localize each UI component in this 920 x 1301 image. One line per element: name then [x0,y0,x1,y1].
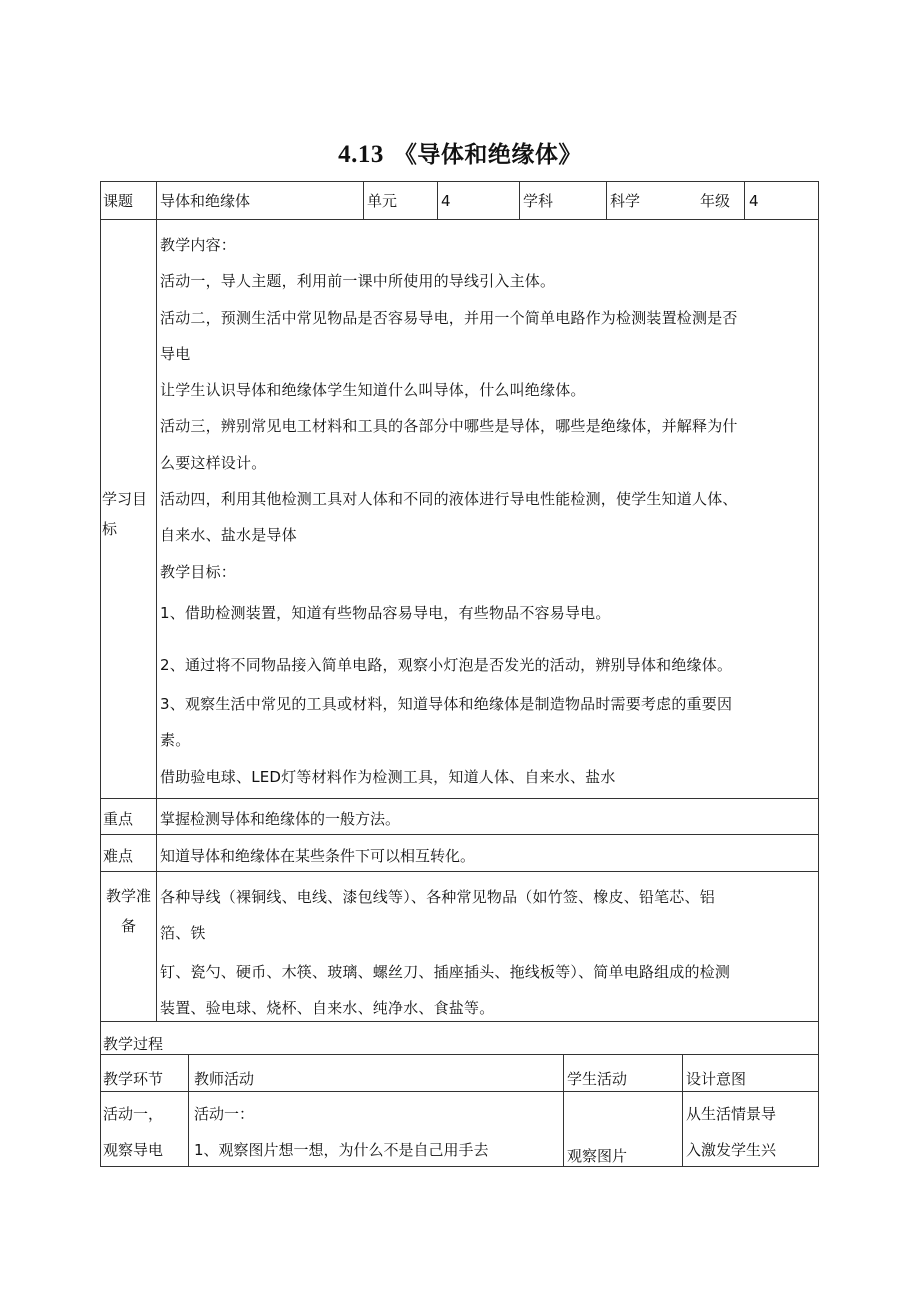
keypoint-value: 掌握检测导体和绝缘体的一般方法。 [160,810,401,828]
rule-after-objectives [100,798,819,799]
keypoint-label: 重点 [103,810,134,828]
row1-teacher-line2: 1、观察图片想一想，为什么不是自己用手去 [194,1141,489,1159]
row1-intent-line2: 入激发学生兴 [686,1141,777,1159]
preparation-line: 装置、验电球、烧杯、自来水、纯净水、食盐等。 [160,999,495,1017]
rule-top [100,181,819,182]
preparation-line: 各种导线（裸铜线、电线、漆包线等）、各种常见物品（如竹签、橡皮、铅笔芯、铝 [160,888,715,906]
rule-after-process-heading [100,1054,819,1055]
rule-after-columns [100,1091,819,1092]
row1-student: 观察图片 [567,1147,628,1165]
objectives-line: 么要这样设计。 [160,454,267,472]
rule-after-keypoint [100,834,819,835]
col-intent: 设计意图 [686,1070,747,1088]
objectives-label-line1: 学习目 [102,490,148,508]
preparation-label-line2: 备 [120,917,136,935]
rule-after-header [100,219,819,220]
objectives-line: 借助验电球、LED灯等材料作为检测工具，知道人体、自来水、盐水 [160,768,616,786]
objectives-label-line2: 标 [102,520,118,538]
grade-value: 4 [749,192,759,210]
row1-intent-line1: 从生活情景导 [686,1105,777,1123]
rule-label-col [156,181,157,1022]
subject-value: 科学 [610,192,641,210]
topic-label: 课题 [103,192,134,210]
rule-h1 [363,181,364,220]
objectives-line: 2、通过将不同物品接入简单电路，观察小灯泡是否发光的活动，辨别导体和绝缘体。 [160,656,733,674]
title-number: 4.13 [338,141,384,168]
document-title [0,136,920,169]
rule-h3 [519,181,520,220]
subject-label: 学科 [523,192,554,210]
unit-label: 单元 [367,192,398,210]
rule-bottom [100,1166,819,1167]
preparation-line: 箔、铁 [160,924,206,942]
objectives-line: 自来水、盐水是导体 [160,526,297,544]
objectives-line: 活动四，利用其他检测工具对人体和不同的液体进行导电性能检测，使学生知道人体、 [160,490,738,508]
rule-p3 [682,1054,683,1167]
rule-after-difficulty [100,871,819,872]
objectives-line: 教学内容： [160,236,237,254]
row1-stage-line2: 观察导电 [103,1141,164,1159]
rule-h4 [606,181,607,220]
col-student: 学生活动 [567,1070,628,1088]
unit-value: 4 [441,192,451,210]
objectives-line: 导电 [160,345,191,363]
col-teacher: 教师活动 [194,1070,255,1088]
preparation-label-line1: 教学准 [105,887,151,905]
objectives-label [102,484,147,544]
rule-p2 [563,1054,564,1167]
objectives-line: 教学目标： [160,563,237,581]
objectives-line: 活动二，预测生活中常见物品是否容易导电，并用一个简单电路作为检测装置检测是否 [160,309,738,327]
row1-teacher-line1: 活动一： [194,1105,255,1123]
grade-label: 年级 [700,192,731,210]
objectives-line: 3、观察生活中常见的工具或材料，知道导体和绝缘体是制造物品时需要考虑的重要因 [160,695,733,713]
title-text: 《导体和绝缘体》 [393,142,582,168]
rule-p1 [188,1054,189,1167]
process-heading: 教学过程 [103,1035,164,1053]
lesson-plan-table [100,181,819,1167]
difficulty-value: 知道导体和绝缘体在某些条件下可以相互转化。 [160,847,476,865]
col-stage: 教学环节 [103,1070,164,1088]
objectives-line: 活动三，辨别常见电工材料和工具的各部分中哪些是导体，哪些是绝缘体，并解释为什 [160,417,738,435]
difficulty-label: 难点 [103,847,134,865]
topic-value: 导体和绝缘体 [160,192,251,210]
rule-h5 [744,181,745,220]
objectives-line: 1、借助检测装置，知道有些物品容易导电，有些物品不容易导电。 [160,604,611,622]
row1-stage-line1: 活动一， [103,1105,164,1123]
objectives-line: 让学生认识导体和绝缘体学生知道什么叫导体，什么叫绝缘体。 [160,381,586,399]
rule-left [100,181,101,1167]
objectives-line: 活动一，导人主题，利用前一课中所使用的导线引入主体。 [160,272,556,290]
rule-after-preparation [100,1021,819,1022]
rule-h2 [437,181,438,220]
objectives-line: 素。 [160,731,191,749]
preparation-label [101,881,156,941]
rule-right [818,181,819,1167]
preparation-line: 钉、瓷勺、硬币、木筷、玻璃、螺丝刀、插座插头、拖线板等）、简单电路组成的检测 [160,963,731,981]
